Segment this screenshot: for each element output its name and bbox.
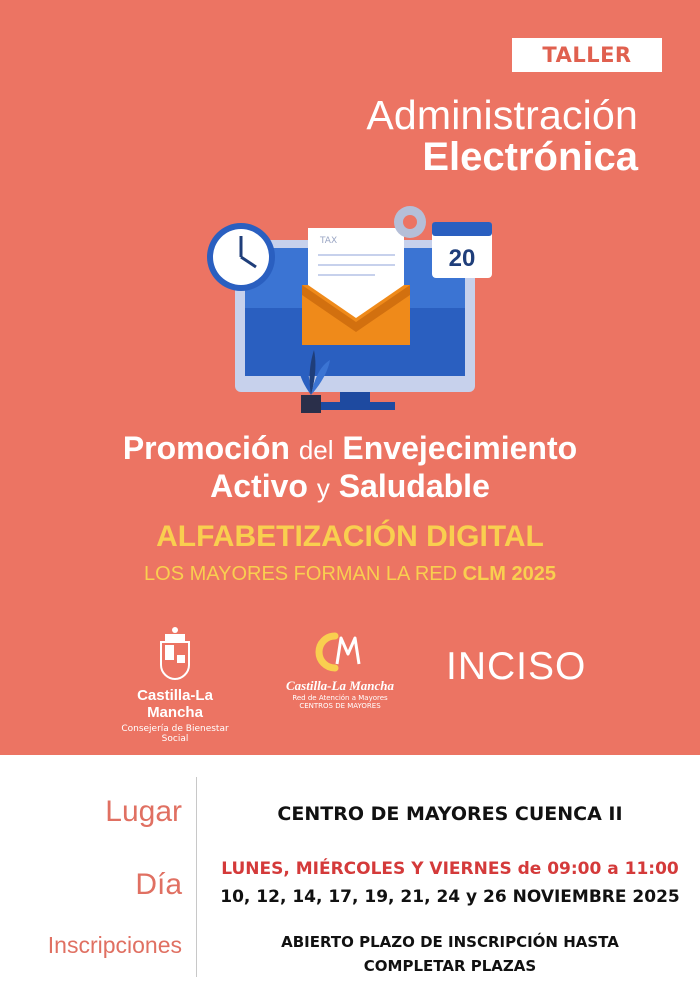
promo-word: Saludable	[338, 468, 490, 504]
title-line1: Administración	[366, 92, 638, 138]
coat-of-arms-icon	[155, 625, 195, 681]
lugar-label: Lugar	[105, 795, 182, 828]
inscripciones-label: Inscripciones	[47, 932, 182, 958]
inciso-logo: INCISO	[446, 645, 587, 688]
document-label: TAX	[320, 236, 338, 246]
jccm-sub: Consejería de Bienestar Social	[121, 724, 229, 744]
calendar-day: 20	[448, 245, 476, 272]
info-panel	[0, 755, 700, 1000]
computer-illustration	[200, 200, 500, 420]
dia-label: Día	[135, 868, 182, 901]
red-mayores-logo	[280, 628, 400, 710]
plant-icon	[301, 395, 321, 413]
dia-schedule: LUNES, MIÉRCOLES Y VIERNES de 09:00 a 11:00	[221, 859, 679, 879]
promo-word: Envejecimiento	[342, 430, 578, 466]
taller-badge: TALLER	[512, 38, 662, 72]
promo-line1	[0, 430, 700, 468]
subtitle: ALFABETIZACIÓN DIGITAL	[156, 520, 544, 553]
jccm-name: Castilla-La Mancha	[137, 687, 213, 721]
promo-line2	[0, 468, 700, 506]
promo-word: y	[316, 473, 330, 503]
jccm-logo	[110, 625, 240, 744]
dia-dates: 10, 12, 14, 17, 19, 21, 24 y 26 NOVIEMBRE 2025	[220, 887, 680, 907]
promo-word: del	[298, 435, 334, 465]
tagline-text: LOS MAYORES FORMAN LA RED	[144, 563, 458, 585]
title-line2: Electrónica	[422, 135, 638, 179]
red-sub1: Red de Atención a Mayores	[292, 694, 388, 702]
cm-logo-icon	[315, 628, 365, 674]
promo-word: Activo	[210, 468, 308, 504]
tagline-bold: CLM 2025	[462, 563, 556, 585]
divider	[196, 777, 197, 977]
inscripciones-line1: ABIERTO PLAZO DE INSCRIPCIÓN HASTA	[281, 933, 619, 951]
red-sub2: CENTROS DE MAYORES	[299, 702, 381, 710]
lugar-value: CENTRO DE MAYORES CUENCA II	[277, 803, 623, 825]
promo-word: Promoción	[122, 430, 290, 466]
red-name: Castilla-La Mancha	[286, 678, 394, 693]
inscripciones-line2: COMPLETAR PLAZAS	[363, 957, 537, 975]
tagline	[0, 563, 700, 586]
